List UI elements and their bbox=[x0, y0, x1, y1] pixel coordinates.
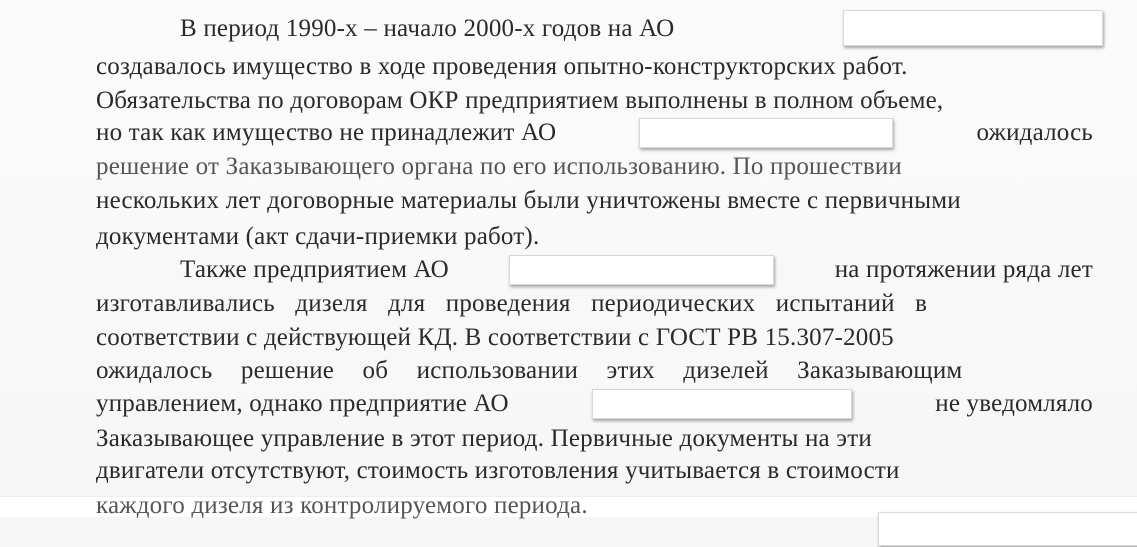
p2-line-2-text: изготавливались дизеля для проведения периодических испытаний в bbox=[96, 290, 928, 317]
p2-line-3-text: соответствии с действующей КД. В соответствии с ГОСТ РВ 15.307-2005 bbox=[96, 324, 894, 351]
redaction-box bbox=[878, 512, 1137, 546]
p1-line-2 bbox=[96, 52, 1093, 82]
p2-line-4-text: ожидалось решение об использовании этих дизелей Заказывающим bbox=[96, 357, 963, 384]
p2-line-7-text: двигатели отсутствуют, стоимость изготовления учитывается в стоимости bbox=[96, 457, 900, 484]
redaction-box bbox=[509, 255, 774, 285]
p1-line-7 bbox=[96, 222, 1093, 252]
p1-line-5-text: решение от Заказывающего органа по его использованию. По прошествии bbox=[96, 153, 902, 180]
p2-line-1 bbox=[180, 255, 1093, 285]
redaction-box bbox=[843, 10, 1103, 46]
redaction-box bbox=[639, 118, 893, 148]
p1-line-3-text: Обязательства по договорам ОКР предприятием выполнены в полном объеме, bbox=[96, 87, 944, 114]
p2-line-6 bbox=[96, 424, 1093, 454]
p2-line-2 bbox=[96, 289, 1093, 319]
redaction-box bbox=[592, 389, 852, 419]
p1-line-4a-text: но так как имущество не принадлежит АО bbox=[96, 119, 557, 146]
p2-line-5a-text: управлением, однако предприятие АО bbox=[96, 390, 509, 417]
p1-line-4b-text: ожидалось bbox=[976, 119, 1093, 146]
p1-line-6 bbox=[96, 186, 1093, 216]
p1-line-1-text: В период 1990-х – начало 2000-х годов на АО bbox=[180, 15, 675, 42]
p1-line-4 bbox=[96, 118, 1093, 148]
p2-line-6-text: Заказывающее управление в этот период. Первичные документы на эти bbox=[96, 425, 872, 452]
p1-line-5 bbox=[96, 152, 1093, 182]
p1-line-6-text: нескольких лет договорные материалы были уничтожены вместе с первичными bbox=[96, 187, 961, 214]
p2-line-3 bbox=[96, 323, 1093, 353]
p1-line-2-text: создавалось имущество в ходе проведения опытно-конструкторских работ. bbox=[96, 53, 908, 80]
p1-line-3 bbox=[96, 86, 1093, 116]
p2-line-5 bbox=[96, 389, 1093, 419]
p2-line-4 bbox=[96, 356, 1093, 386]
p2-line-1a-text: Также предприятием АО bbox=[180, 256, 449, 283]
p2-line-5b-text: не уведомляло bbox=[935, 390, 1093, 417]
p2-line-7 bbox=[96, 456, 1093, 486]
p2-line-1b-text: на протяжении ряда лет bbox=[834, 256, 1093, 283]
p1-line-7-text: документами (акт сдачи-приемки работ). bbox=[96, 223, 540, 250]
p2-line-8-text: каждого дизеля из контролируемого периода. bbox=[96, 492, 588, 519]
